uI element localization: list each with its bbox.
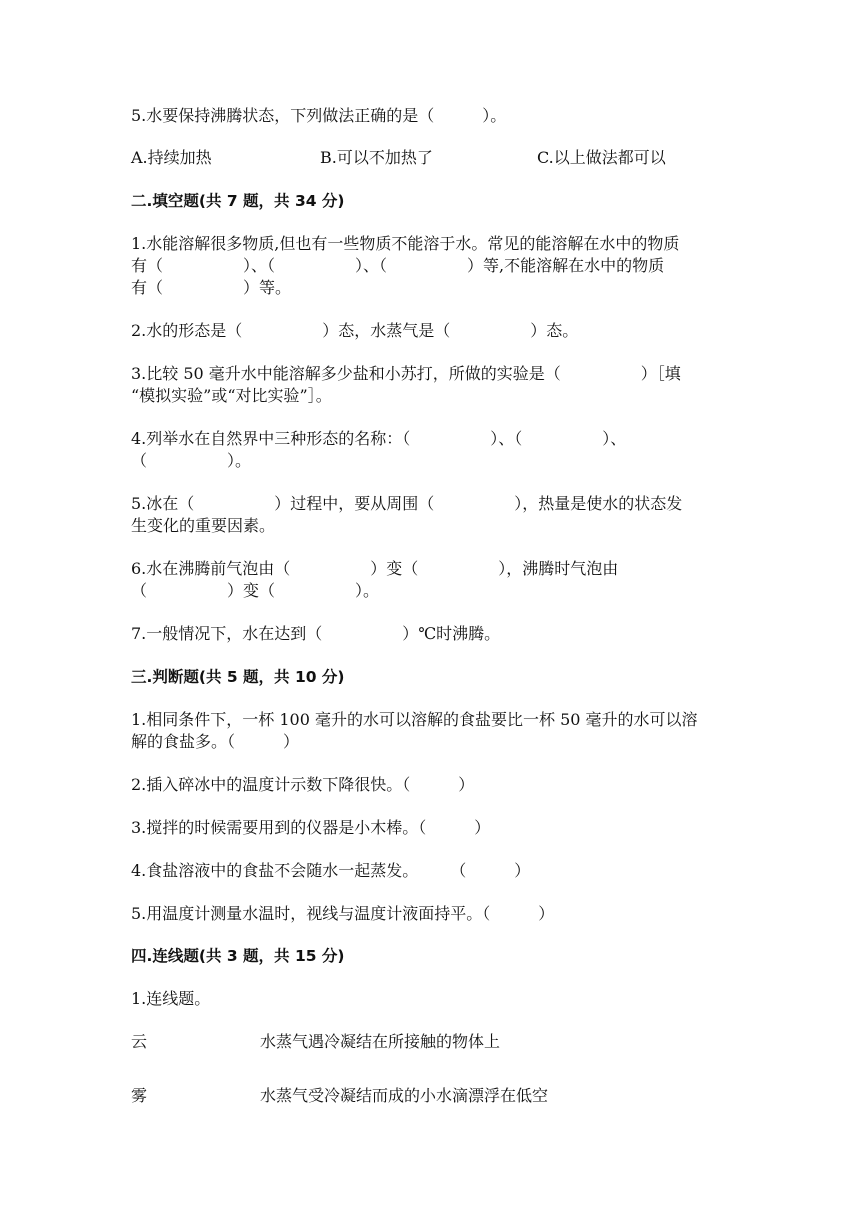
fill-q4-line2: （ ）。 bbox=[131, 451, 252, 470]
judge-q2: 2.插入碎冰中的温度计示数下降很快。（ ） bbox=[131, 775, 475, 794]
match-left-1: 云 bbox=[131, 1032, 148, 1051]
fill-q5-line2: 生变化的重要因素。 bbox=[131, 516, 276, 535]
fill-q7: 7.一般情况下，水在达到（ ）℃时沸腾。 bbox=[131, 624, 501, 643]
question-5-stem: 5.水要保持沸腾状态，下列做法正确的是（ ）。 bbox=[131, 106, 507, 125]
judge-q1-line1: 1.相同条件下，一杯 100 毫升的水可以溶解的食盐要比一杯 50 毫升的水可以溶 bbox=[131, 710, 698, 729]
match-right-2: 水蒸气受冷凝结而成的小水滴漂浮在低空 bbox=[260, 1086, 549, 1105]
section-3-title: 三.判断题(共 5 题，共 10 分) bbox=[131, 668, 345, 686]
judge-q3: 3.搅拌的时候需要用到的仪器是小木棒。（ ） bbox=[131, 818, 491, 837]
fill-q5-line1: 5.冰在（ ）过程中，要从周围（ ），热量是使水的状态发 bbox=[131, 494, 683, 513]
fill-q3-line1: 3.比较 50 毫升水中能溶解多少盐和小苏打，所做的实验是（ ）［填 bbox=[131, 364, 681, 383]
judge-q4: 4.食盐溶液中的食盐不会随水一起蒸发。 （ ） bbox=[131, 861, 531, 880]
fill-q6-line2: （ ）变（ ）。 bbox=[131, 581, 380, 600]
fill-q2: 2.水的形态是（ ）态，水蒸气是（ ）态。 bbox=[131, 321, 579, 340]
fill-q1-line1: 1.水能溶解很多物质,但也有一些物质不能溶于水。常见的能溶解在水中的物质 bbox=[131, 234, 680, 253]
section-2-title: 二.填空题(共 7 题，共 34 分) bbox=[131, 192, 345, 210]
fill-q6-line1: 6.水在沸腾前气泡由（ ）变（ ），沸腾时气泡由 bbox=[131, 559, 619, 578]
option-c: C.以上做法都可以 bbox=[537, 148, 666, 167]
option-b: B.可以不加热了 bbox=[320, 148, 433, 167]
judge-q1-line2: 解的食盐多。（ ） bbox=[131, 732, 300, 751]
section-4-title: 四.连线题(共 3 题，共 15 分) bbox=[131, 947, 345, 965]
fill-q1-line2: 有（ ）、（ ）、（ ）等,不能溶解在水中的物质 bbox=[131, 256, 665, 275]
judge-q5: 5.用温度计测量水温时，视线与温度计液面持平。（ ） bbox=[131, 904, 555, 923]
match-right-1: 水蒸气遇冷凝结在所接触的物体上 bbox=[260, 1032, 501, 1051]
fill-q3-line2: “模拟实验”或“对比实验”］。 bbox=[131, 386, 332, 405]
fill-q4-line1: 4.列举水在自然界中三种形态的名称：（ ）、（ ）、 bbox=[131, 429, 627, 448]
fill-q1-line3: 有（ ）等。 bbox=[131, 278, 292, 297]
match-left-2: 雾 bbox=[131, 1086, 148, 1105]
option-a: A.持续加热 bbox=[131, 148, 212, 167]
match-q1: 1.连线题。 bbox=[131, 989, 211, 1008]
